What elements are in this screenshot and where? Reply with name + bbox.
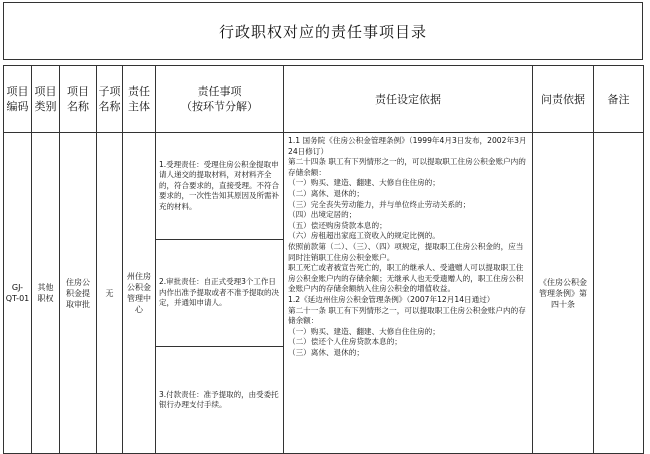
cell-basis: 1.1 国务院《住房公积金管理条例》（1999年4月3日发布，2002年3月24日修订） 第二十四条 职工有下列情形之一的，可以提取职工住房公积金账户内的存储余额： （一）购买、建造、翻建、大修自住住房的； （二）离休、退休的； （三）完全丧失劳动能力，并与单位终止劳动关系的； （四）出境定居的； （五）偿还购房贷款本息的； （六）房租超出家庭工资收入的规定比例的。 依照前款第（二）、（三）、（四）项规定，提取职工住房公积金的，应当同时注销职工住房公积金账户。 职工死亡或者被宣告死亡的，职工的继承人、受遗赠人可以提取职工住房公积金账户内的存储余额；无继承人也无受遗赠人的，职工住房公积金账户内的存储余额纳入住房公积金的增值收益。 1.2《延边州住房公积金管理条例》（2007年12月14日通过） 第二十一条 职工有下列情形之一，可以提取职工住房公积金账户内的存储余额： （一）购买、建造、翻建、大修自住住房的； （二）偿还个人住房贷款本息的； （三）离休、退休的； bbox=[284, 133, 533, 454]
header-items: 责任事项 （按环节分解） bbox=[156, 66, 284, 133]
item-payment: 3.付款责任：准予提取的，由受委托银行办理支付手续。 bbox=[159, 389, 279, 409]
header-basis: 责任设定依据 bbox=[284, 66, 533, 133]
cell-code: GJ- QT-01 bbox=[4, 133, 32, 454]
header-name: 项目 名称 bbox=[60, 66, 97, 133]
header-accountability: 问责依据 bbox=[533, 66, 594, 133]
cell-accountability: 《住房公积金管理条例》第四十条 bbox=[533, 133, 594, 454]
cell-items bbox=[156, 133, 284, 454]
cell-remarks bbox=[594, 133, 644, 454]
header-code: 项目 编码 bbox=[4, 66, 32, 133]
item-approve: 2.审批责任：自正式受理3个工作日内作出准予提取或者不准予提取的决定，并通知申请人。 bbox=[156, 240, 283, 347]
header-row bbox=[4, 66, 644, 133]
cell-subject: 州住房 公积金 管理中 心 bbox=[123, 133, 156, 454]
responsibility-table bbox=[3, 65, 644, 454]
document-title-box bbox=[3, 2, 643, 60]
cell-subname: 无 bbox=[97, 133, 123, 454]
table-row bbox=[4, 133, 644, 454]
header-subject: 责任 主体 bbox=[123, 66, 156, 133]
cell-category: 其他 职权 bbox=[32, 133, 60, 454]
header-category: 项目 类别 bbox=[32, 66, 60, 133]
item-accept: 1.受理责任：受理住房公积金提取申请人递交的提取材料，对材料齐全的，符合要求的，直接受理。不符合要求的，一次性告知其原因及所需补充的材料。 bbox=[156, 133, 283, 240]
header-remarks: 备注 bbox=[594, 66, 644, 133]
items-list bbox=[156, 133, 283, 453]
header-subname: 子项 名称 bbox=[97, 66, 123, 133]
document-title: 行政职权对应的责任事项目录 bbox=[218, 22, 427, 41]
cell-name: 住房公 积金提 取审批 bbox=[60, 133, 97, 454]
